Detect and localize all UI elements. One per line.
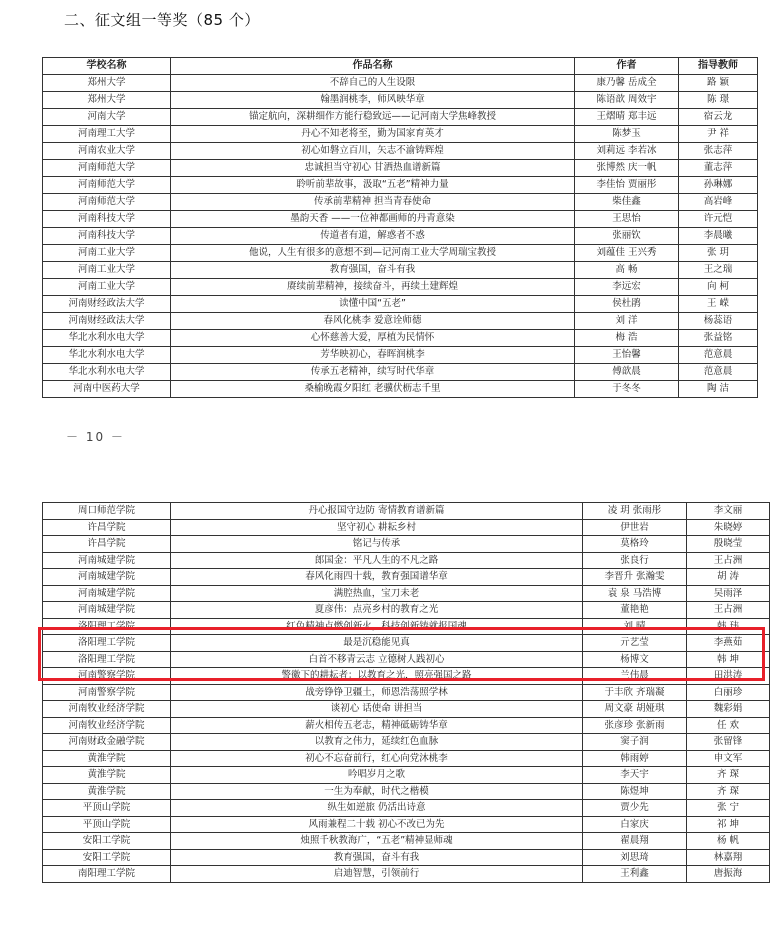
cell-work: 烛照千秋教海广，“五老”精神显师魂 xyxy=(171,833,583,850)
header-work: 作品名称 xyxy=(171,58,575,75)
cell-advisor: 韩 玮 xyxy=(687,618,770,635)
header-author: 作者 xyxy=(575,58,679,75)
cell-author: 王熠晴 郑丰远 xyxy=(575,109,679,126)
cell-school: 河南财经政法大学 xyxy=(43,313,171,330)
cell-advisor: 林嘉翔 xyxy=(687,849,770,866)
cell-author: 康乃馨 岳成全 xyxy=(575,75,679,92)
table-row xyxy=(43,364,758,381)
table-row xyxy=(43,75,758,92)
cell-author: 侯杜鹃 xyxy=(575,296,679,313)
cell-work: 夏彦伟：点亮乡村的教育之光 xyxy=(171,602,583,619)
table-row xyxy=(43,296,758,313)
cell-work: 吟唱岁月之歌 xyxy=(171,767,583,784)
cell-advisor: 张益铭 xyxy=(679,330,758,347)
cell-author: 王思怡 xyxy=(575,211,679,228)
cell-work: 以教育之伟力，延续红色血脉 xyxy=(171,734,583,751)
cell-work: 战旁铮铮卫疆土，师恩浩荡照学林 xyxy=(171,684,583,701)
cell-work: 谈初心 话使命 讲担当 xyxy=(171,701,583,718)
cell-work: 一生为奉献，时代之楷模 xyxy=(171,783,583,800)
section-heading: 二、征文组一等奖（85 个） xyxy=(64,11,260,29)
cell-school: 河南城建学院 xyxy=(43,585,171,602)
table-row xyxy=(43,684,770,701)
cell-school: 河南科技大学 xyxy=(43,228,171,245)
cell-author: 刘 晴 xyxy=(583,618,687,635)
cell-advisor: 张志萍 xyxy=(679,143,758,160)
cell-author: 陈煜坤 xyxy=(583,783,687,800)
cell-advisor: 王之瑞 xyxy=(679,262,758,279)
cell-advisor: 祁 坤 xyxy=(687,816,770,833)
cell-school: 河南警察学院 xyxy=(43,668,171,685)
award-table-top xyxy=(42,57,758,398)
table-row xyxy=(43,767,770,784)
cell-author: 杨博文 xyxy=(583,651,687,668)
cell-author: 周文豪 胡娅琪 xyxy=(583,701,687,718)
cell-advisor: 齐 琛 xyxy=(687,783,770,800)
cell-author: 李佳怡 贾丽彤 xyxy=(575,177,679,194)
cell-school: 河南工业大学 xyxy=(43,279,171,296)
table-row xyxy=(43,347,758,364)
cell-school: 河南师范大学 xyxy=(43,160,171,177)
cell-work: 启迪智慧，引领前行 xyxy=(171,866,583,883)
cell-work: 丹心不知老将至，勤为国家育英才 xyxy=(171,126,575,143)
cell-work: 警徽下的耕耘者：以教育之光，照亮强国之路 xyxy=(171,668,583,685)
cell-advisor: 李文丽 xyxy=(687,503,770,520)
cell-author: 王利鑫 xyxy=(583,866,687,883)
cell-school: 河南财政金融学院 xyxy=(43,734,171,751)
table-row xyxy=(43,160,758,177)
table-row xyxy=(43,569,770,586)
cell-author: 张博然 庆一帆 xyxy=(575,160,679,177)
cell-school: 河南城建学院 xyxy=(43,569,171,586)
cell-school: 河南中医药大学 xyxy=(43,381,171,398)
table-row xyxy=(43,800,770,817)
cell-author: 傅歆晨 xyxy=(575,364,679,381)
table-row xyxy=(43,701,770,718)
cell-advisor: 高岩峰 xyxy=(679,194,758,211)
cell-work: 郎国金：平凡人生的不凡之路 xyxy=(171,552,583,569)
cell-work: 初心如磐立百川，矢志不渝铸辉煌 xyxy=(171,143,575,160)
cell-author: 柴佳鑫 xyxy=(575,194,679,211)
cell-advisor: 范意晨 xyxy=(679,347,758,364)
cell-work: 传道者有道，解惑者不惑 xyxy=(171,228,575,245)
cell-work: 芳华映初心，春晖润桃李 xyxy=(171,347,575,364)
cell-school: 许昌学院 xyxy=(43,519,171,536)
cell-advisor: 张 玥 xyxy=(679,245,758,262)
cell-author: 翟晨翔 xyxy=(583,833,687,850)
cell-school: 河南师范大学 xyxy=(43,177,171,194)
cell-author: 梅 浩 xyxy=(575,330,679,347)
cell-advisor: 陈 璟 xyxy=(679,92,758,109)
table-row xyxy=(43,194,758,211)
table-row xyxy=(43,816,770,833)
table-row xyxy=(43,503,770,520)
cell-author: 张彦珍 张新雨 xyxy=(583,717,687,734)
cell-work: 传承前辈精神 担当青春使命 xyxy=(171,194,575,211)
cell-work: 满腔热血，宝刀未老 xyxy=(171,585,583,602)
cell-author: 兰伟晨 xyxy=(583,668,687,685)
cell-work: 他说，人生有很多的意想不到—记河南工业大学周瑞宝教授 xyxy=(171,245,575,262)
cell-advisor: 李晨曦 xyxy=(679,228,758,245)
cell-school: 河南牧业经济学院 xyxy=(43,717,171,734)
cell-advisor: 张留锋 xyxy=(687,734,770,751)
cell-school: 河南城建学院 xyxy=(43,552,171,569)
cell-author: 白家庆 xyxy=(583,816,687,833)
table-row xyxy=(43,552,770,569)
cell-advisor: 尹 祥 xyxy=(679,126,758,143)
cell-advisor: 宿云龙 xyxy=(679,109,758,126)
cell-school: 河南牧业经济学院 xyxy=(43,701,171,718)
cell-author: 张良行 xyxy=(583,552,687,569)
cell-school: 洛阳理工学院 xyxy=(43,651,171,668)
cell-author: 陈语歆 周效宇 xyxy=(575,92,679,109)
cell-school: 洛阳理工学院 xyxy=(43,635,171,652)
cell-author: 王怡馨 xyxy=(575,347,679,364)
cell-author: 于丰欣 齐瑞凝 xyxy=(583,684,687,701)
cell-author: 刘莉远 李若冰 xyxy=(575,143,679,160)
table-row xyxy=(43,109,758,126)
cell-school: 安阳工学院 xyxy=(43,833,171,850)
cell-advisor: 田洪涛 xyxy=(687,668,770,685)
cell-author: 于冬冬 xyxy=(575,381,679,398)
cell-author: 董艳艳 xyxy=(583,602,687,619)
table-row xyxy=(43,866,770,883)
table-row xyxy=(43,126,758,143)
cell-work: 春风化桃李 爱意诠师德 xyxy=(171,313,575,330)
cell-school: 黄淮学院 xyxy=(43,750,171,767)
table-row xyxy=(43,177,758,194)
header-advisor: 指导教师 xyxy=(679,58,758,75)
cell-school: 平顶山学院 xyxy=(43,816,171,833)
table-row xyxy=(43,668,770,685)
cell-school: 河南城建学院 xyxy=(43,602,171,619)
cell-work: 红色精神点燃创新火，科技创新铸就报国魂 xyxy=(171,618,583,635)
table-row xyxy=(43,602,770,619)
cell-advisor: 张 宁 xyxy=(687,800,770,817)
cell-school: 郑州大学 xyxy=(43,92,171,109)
cell-school: 平顶山学院 xyxy=(43,800,171,817)
table-row xyxy=(43,651,770,668)
cell-author: 张丽钦 xyxy=(575,228,679,245)
table-row xyxy=(43,211,758,228)
cell-advisor: 朱晓婷 xyxy=(687,519,770,536)
cell-author: 韩雨婷 xyxy=(583,750,687,767)
cell-school: 黄淮学院 xyxy=(43,767,171,784)
cell-work: 最是沉稳能见真 xyxy=(171,635,583,652)
cell-school: 河南工业大学 xyxy=(43,245,171,262)
table-row xyxy=(43,734,770,751)
table-row xyxy=(43,313,758,330)
cell-author: 李远宏 xyxy=(575,279,679,296)
cell-advisor: 范意晨 xyxy=(679,364,758,381)
cell-advisor: 许元恺 xyxy=(679,211,758,228)
table-row xyxy=(43,618,770,635)
cell-work: 丹心报国守边防 寄情教育谱新篇 xyxy=(171,503,583,520)
cell-author: 凌 玥 张雨彤 xyxy=(583,503,687,520)
cell-advisor: 胡 涛 xyxy=(687,569,770,586)
cell-work: 薪火相传五老志，精神砥砺铸华章 xyxy=(171,717,583,734)
cell-advisor: 董志萍 xyxy=(679,160,758,177)
cell-school: 安阳工学院 xyxy=(43,849,171,866)
cell-work: 教育强国，奋斗有我 xyxy=(171,262,575,279)
page-number: － 10 － xyxy=(66,430,125,444)
table-row xyxy=(43,245,758,262)
cell-advisor: 陶 洁 xyxy=(679,381,758,398)
table-row xyxy=(43,228,758,245)
cell-work: 心怀慈善大爱，厚植为民情怀 xyxy=(171,330,575,347)
cell-work: 翰墨润桃李，师风映华章 xyxy=(171,92,575,109)
table-row xyxy=(43,849,770,866)
award-table-bottom xyxy=(42,502,770,883)
cell-school: 许昌学院 xyxy=(43,536,171,553)
cell-author: 高 畅 xyxy=(575,262,679,279)
cell-work: 不辞自己的人生设限 xyxy=(171,75,575,92)
cell-advisor: 韩 坤 xyxy=(687,651,770,668)
cell-advisor: 唐振海 xyxy=(687,866,770,883)
cell-school: 郑州大学 xyxy=(43,75,171,92)
cell-author: 伊世岩 xyxy=(583,519,687,536)
cell-author: 刘思琦 xyxy=(583,849,687,866)
cell-author: 陈梦玉 xyxy=(575,126,679,143)
cell-author: 亓艺莹 xyxy=(583,635,687,652)
cell-school: 华北水利水电大学 xyxy=(43,364,171,381)
cell-author: 刘 洋 xyxy=(575,313,679,330)
cell-work: 读懂中国“五老” xyxy=(171,296,575,313)
table-row xyxy=(43,750,770,767)
cell-advisor: 任 欢 xyxy=(687,717,770,734)
cell-school: 河南农业大学 xyxy=(43,143,171,160)
cell-work: 教育强国，奋斗有我 xyxy=(171,849,583,866)
table-row xyxy=(43,519,770,536)
table-row xyxy=(43,635,770,652)
cell-advisor: 白丽珍 xyxy=(687,684,770,701)
cell-author: 袁 泉 马浩博 xyxy=(583,585,687,602)
cell-advisor: 申文军 xyxy=(687,750,770,767)
cell-work: 铭记与传承 xyxy=(171,536,583,553)
table-row xyxy=(43,585,770,602)
cell-advisor: 王占洲 xyxy=(687,552,770,569)
cell-school: 河南财经政法大学 xyxy=(43,296,171,313)
cell-work: 白首不移青云志 立德树人践初心 xyxy=(171,651,583,668)
cell-advisor: 李燕茹 xyxy=(687,635,770,652)
cell-author: 窦子润 xyxy=(583,734,687,751)
cell-school: 洛阳理工学院 xyxy=(43,618,171,635)
cell-school: 河南大学 xyxy=(43,109,171,126)
header-school: 学校名称 xyxy=(43,58,171,75)
cell-work: 纵生如逆旅 仍活出诗意 xyxy=(171,800,583,817)
cell-advisor: 杨 帆 xyxy=(687,833,770,850)
table-row xyxy=(43,536,770,553)
cell-school: 南阳理工学院 xyxy=(43,866,171,883)
cell-work: 忠诚担当守初心 甘洒热血谱新篇 xyxy=(171,160,575,177)
cell-school: 黄淮学院 xyxy=(43,783,171,800)
table-row xyxy=(43,783,770,800)
cell-work: 坚守初心 耕耘乡村 xyxy=(171,519,583,536)
table-row xyxy=(43,92,758,109)
table-row xyxy=(43,717,770,734)
table-row xyxy=(43,279,758,296)
table-row xyxy=(43,330,758,347)
cell-author: 李天宇 xyxy=(583,767,687,784)
table-row xyxy=(43,262,758,279)
cell-work: 墨韵天香 ——一位神都画师的丹青意染 xyxy=(171,211,575,228)
cell-advisor: 王占洲 xyxy=(687,602,770,619)
cell-work: 桑榆晚霞夕阳红 老骥伏枥志千里 xyxy=(171,381,575,398)
cell-school: 周口师范学院 xyxy=(43,503,171,520)
cell-advisor: 吴雨泽 xyxy=(687,585,770,602)
cell-advisor: 齐 琛 xyxy=(687,767,770,784)
cell-school: 华北水利水电大学 xyxy=(43,347,171,364)
cell-author: 李晋升 张瀚雯 xyxy=(583,569,687,586)
cell-author: 刘蕴佳 王兴秀 xyxy=(575,245,679,262)
cell-advisor: 殷晓莹 xyxy=(687,536,770,553)
cell-advisor: 杨蕊语 xyxy=(679,313,758,330)
cell-work: 初心不忘奋前行，红心向党沐桃李 xyxy=(171,750,583,767)
cell-advisor: 孙琳娜 xyxy=(679,177,758,194)
table-row xyxy=(43,381,758,398)
cell-school: 河南科技大学 xyxy=(43,211,171,228)
cell-work: 春风化雨四十载，教育强国谱华章 xyxy=(171,569,583,586)
cell-school: 河南警察学院 xyxy=(43,684,171,701)
cell-advisor: 路 颖 xyxy=(679,75,758,92)
table-header-row xyxy=(43,58,758,75)
cell-work: 赓续前辈精神，接续奋斗，再续土建辉煌 xyxy=(171,279,575,296)
cell-work: 锚定航向，深耕细作方能行稳致远——记河南大学焦峰教授 xyxy=(171,109,575,126)
cell-school: 华北水利水电大学 xyxy=(43,330,171,347)
cell-advisor: 向 柯 xyxy=(679,279,758,296)
cell-school: 河南工业大学 xyxy=(43,262,171,279)
cell-advisor: 王 嵘 xyxy=(679,296,758,313)
cell-work: 风雨兼程二十载 初心不改已为先 xyxy=(171,816,583,833)
table-row xyxy=(43,833,770,850)
cell-author: 莫格玲 xyxy=(583,536,687,553)
cell-work: 传承五老精神，续写时代华章 xyxy=(171,364,575,381)
cell-school: 河南理工大学 xyxy=(43,126,171,143)
cell-work: 聆听前辈故事，汲取“五老”精神力量 xyxy=(171,177,575,194)
cell-advisor: 魏彩娟 xyxy=(687,701,770,718)
cell-author: 贾少先 xyxy=(583,800,687,817)
cell-school: 河南师范大学 xyxy=(43,194,171,211)
table-row xyxy=(43,143,758,160)
